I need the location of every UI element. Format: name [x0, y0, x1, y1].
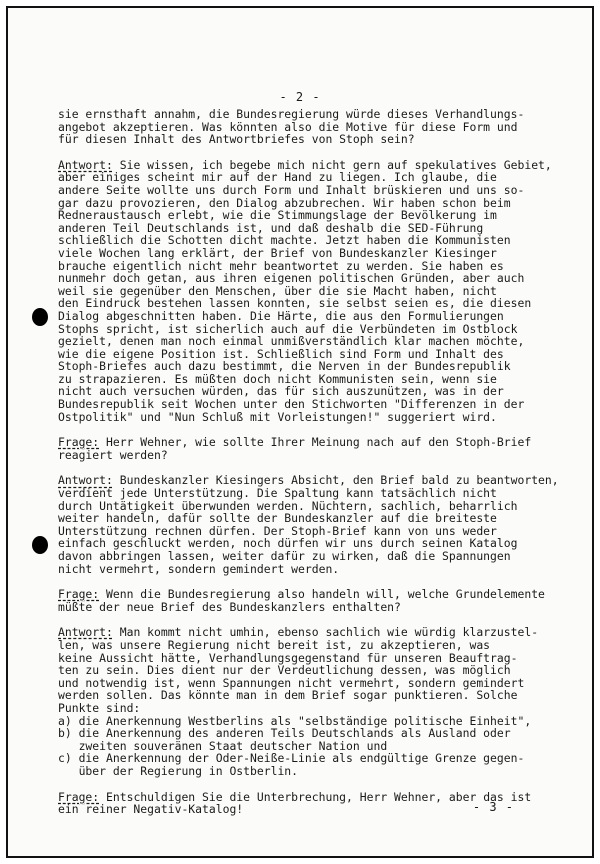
line-text: Herr Wehner, wie sollte Ihrer Meinung nach auf den Stoph-Brief — [99, 435, 532, 450]
line-text: reagiert werden? — [58, 447, 168, 462]
line-text: zweiten souveränen Staat deutscher Nation und — [58, 738, 388, 753]
line-text: keine Aussicht hätte, Verhandlungsgegenstand für unseren Beauftrag- — [58, 650, 518, 665]
answer-block — [58, 474, 558, 575]
paragraph-block — [58, 108, 558, 146]
line-text: Bundeskanzler Kiesingers Absicht, den Brief bald zu beantworten, — [112, 473, 559, 488]
line-text: gezielt, denen man noch einmal unmißverständlich klar machen möchte, — [58, 334, 525, 349]
line-text: nicht vermehrt, sondern gemindert werden. — [58, 561, 340, 576]
punch-hole-bottom — [32, 536, 48, 554]
next-page-marker: - 3 - — [472, 800, 514, 814]
answer-block — [58, 626, 558, 777]
line-text: schließlich die Schotten dicht machte. Jetzt haben die Kommunisten — [58, 233, 511, 248]
line-text: ten zu sein. Dies dient nur der Verdeutlichung dessen, was möglich — [58, 663, 511, 678]
line-text: Man kommt nicht umhin, ebenso sachlich wie würdig klarzustel- — [112, 625, 539, 640]
line-text: a) die Anerkennung Westberlins als "selbständige politische Einheit", — [58, 713, 532, 728]
line-text: Stophs spricht, ist sicherlich auch auf die Verbündeten im Ostblock — [58, 321, 518, 336]
line-text: Unterstützung rechnen dürfen. Der Stoph-Brief kann von uns weder — [58, 523, 497, 538]
line-text: Bundesrepublik seit Wochen unter den Stichworten "Differenzen in der — [58, 397, 525, 412]
line-text: Entschuldigen Sie die Unterbrechung, Herr Wehner, aber das ist — [99, 789, 532, 804]
line-text: Ostpolitik" und "Nun Schluß mit Vorleistungen!" suggeriert wird. — [58, 409, 497, 424]
line-text: einfach geschluckt werden, noch dürfen wir uns durch seinen Katalog — [58, 536, 518, 551]
speaker-label: Frage: — [58, 789, 100, 804]
document-page — [6, 6, 594, 858]
speaker-label: Frage: — [58, 587, 100, 602]
speaker-label: Frage: — [58, 435, 100, 450]
line-text: über der Regierung in Ostberlin. — [58, 763, 299, 778]
line-text: Sie wissen, ich begebe mich nicht gern auf spekulatives Gebiet, — [112, 157, 552, 172]
line-text: weiter handeln, dafür sollte der Bundeskanzler auf die breiteste — [58, 511, 497, 526]
line-text: b) die Anerkennung des anderen Teils Deutschlands als Ausland oder — [58, 726, 511, 741]
line-text: Dialog abgeschnitten haben. Die Härte, die aus den Formulierungen — [58, 308, 504, 323]
line-text: wie die eigene Position ist. Schließlich sind Form und Inhalt des — [58, 346, 504, 361]
speaker-label: Antwort: — [58, 157, 113, 172]
text-line — [58, 765, 558, 778]
line-text: verdient jede Unterstützung. Die Spaltung kann tatsächlich nicht — [58, 486, 497, 501]
line-text: Wenn die Bundesregierung also handeln will, welche Grundelemente — [99, 587, 545, 602]
document-body — [58, 108, 558, 829]
line-text: c) die Anerkennung der Oder-Neiße-Linie als endgültige Grenze gegen- — [58, 751, 525, 766]
line-text: brauche eigentlich nicht mehr beantwortet zu werden. Sie haben es — [58, 258, 504, 273]
line-text: für diesen Inhalt des Antwortbriefes von Stoph sein? — [58, 132, 415, 147]
line-text: zu strapazieren. Es müßten doch nicht Kommunisten sein, wenn sie — [58, 371, 497, 386]
line-text: ein reiner Negativ-Katalog! — [58, 802, 244, 817]
line-text: nicht auch versuchen würden, das für sich auszunützen, was in der — [58, 384, 504, 399]
line-text: davon abbringen lassen, weiter dafür zu wirken, daß die Spannungen — [58, 549, 511, 563]
answer-block — [58, 159, 558, 423]
question-block — [58, 436, 558, 461]
line-text: viele Wochen lang erklärt, der Brief von Bundeskanzler Kiesinger — [58, 245, 497, 260]
line-text: werden sollen. Das könnte man in dem Brief sogar punktieren. Solche — [58, 688, 518, 703]
line-text: durch Untätigkeit überwunden werden. Nüchtern, sachlich, beharrlich — [58, 498, 518, 513]
text-line — [58, 449, 558, 462]
line-text: angebot akzeptieren. Was könnten also die Motive für diese Form und — [58, 119, 518, 134]
page-number: - 2 - — [279, 90, 321, 104]
speaker-label: Antwort: — [58, 473, 113, 488]
line-text: und notwendig ist, wenn Spannungen nicht vermehrt, sondern gemindert — [58, 675, 525, 690]
line-text: gar dazu provozieren, den Dialog abzubrechen. Wir haben schon beim — [58, 195, 511, 210]
line-text: aber einiges scheint mir auf der Hand zu liegen. Ich glaube, die — [58, 170, 497, 185]
question-block — [58, 588, 558, 613]
line-text: Stoph-Briefes auch dazu bestimmt, die Nerven in der Bundesrepublik — [58, 359, 511, 374]
line-text: den Eindruck bestehen lassen konnten, sie selbst seien es, die diesen — [58, 296, 532, 311]
text-line — [58, 601, 558, 614]
text-line — [58, 563, 558, 576]
line-text: Redneraustausch erlebt, wie die Stimmungslage der Bevölkerung im — [58, 208, 497, 223]
line-text: sie ernsthaft annahm, die Bundesregierung würde dieses Verhandlungs- — [58, 107, 525, 121]
punch-hole-top — [32, 308, 48, 326]
text-line — [58, 133, 558, 146]
text-line — [58, 411, 558, 424]
line-text: müßte der neue Brief des Bundeskanzlers enthalten? — [58, 599, 401, 614]
line-text: len, was unsere Regierung nicht bereit ist, zu akzeptieren, was — [58, 637, 491, 652]
line-text: weil sie gegenüber den Menschen, über die sie Macht haben, nicht — [58, 283, 497, 298]
speaker-label: Antwort: — [58, 625, 113, 640]
line-text: andere Seite wollte uns durch Form und Inhalt brüskieren und uns so- — [58, 182, 525, 197]
line-text: Punkte sind: — [58, 700, 141, 715]
line-text: anderen Teil Deutschlands ist, und daß deshalb die SED-Führung — [58, 220, 484, 235]
line-text: nunmehr doch getan, aus ihren eigenen politischen Gründen, aber auch — [58, 271, 525, 286]
